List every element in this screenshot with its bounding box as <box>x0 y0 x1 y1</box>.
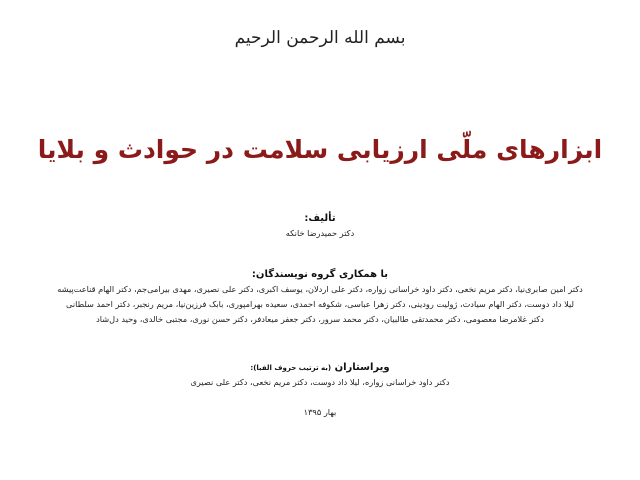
editors-heading-label: ویراستاران <box>334 362 390 373</box>
collaboration-section <box>40 268 600 327</box>
date-section <box>40 405 600 420</box>
basmala-calligraphy: بسم الله الرحمن الرحیم <box>234 28 406 48</box>
publication-date: بهار ۱۳۹۵ <box>303 407 337 417</box>
author-name: دکتر حمیدرضا خانکه <box>285 228 355 238</box>
book-title: ابزارهای ملّی ارزیابی سلامت در حوادث و بلایا <box>37 135 603 164</box>
contributors-line: دکتر امین صابری‌نیا، دکتر مریم نخعی، دکتر داود خراسانی زواره، دکتر علی اردلان، یوسف اکبری، دکتر علی نصیری، مهدی بیرامی‌جم، دکتر الهام قناعت‌پیشه <box>57 284 583 294</box>
contributors-line: دکتر غلامرضا معصومی، دکتر محمدتقی طالبیان، دکتر محمد سرور، دکتر جعفر میعادفر، دکتر حسن نوری، مجتبی خالدی، وحید دل‌شاد <box>96 314 544 324</box>
authorship-section <box>40 212 600 241</box>
contributors-line: لیلا داد دوست، دکتر الهام سیادت، ژولیت رودینی، دکتر زهرا عباسی، شکوفه احمدی، سعیده بهرامپوری، بابک فرزین‌نیا، مریم رنجبر، دکتر احمد سلطانی <box>66 299 574 309</box>
editors-names: دکتر داود خراسانی زواره، لیلا داد دوست، دکتر مریم نخعی، دکتر علی نصیری <box>190 377 450 387</box>
editors-section <box>40 361 600 390</box>
collaboration-heading: با همکاری گروه نویسندگان: <box>251 269 389 280</box>
authorship-heading: تألیف: <box>304 213 336 224</box>
editors-heading <box>40 361 600 375</box>
editors-heading-note: (به ترتیب حروف الفبا): <box>250 364 332 372</box>
